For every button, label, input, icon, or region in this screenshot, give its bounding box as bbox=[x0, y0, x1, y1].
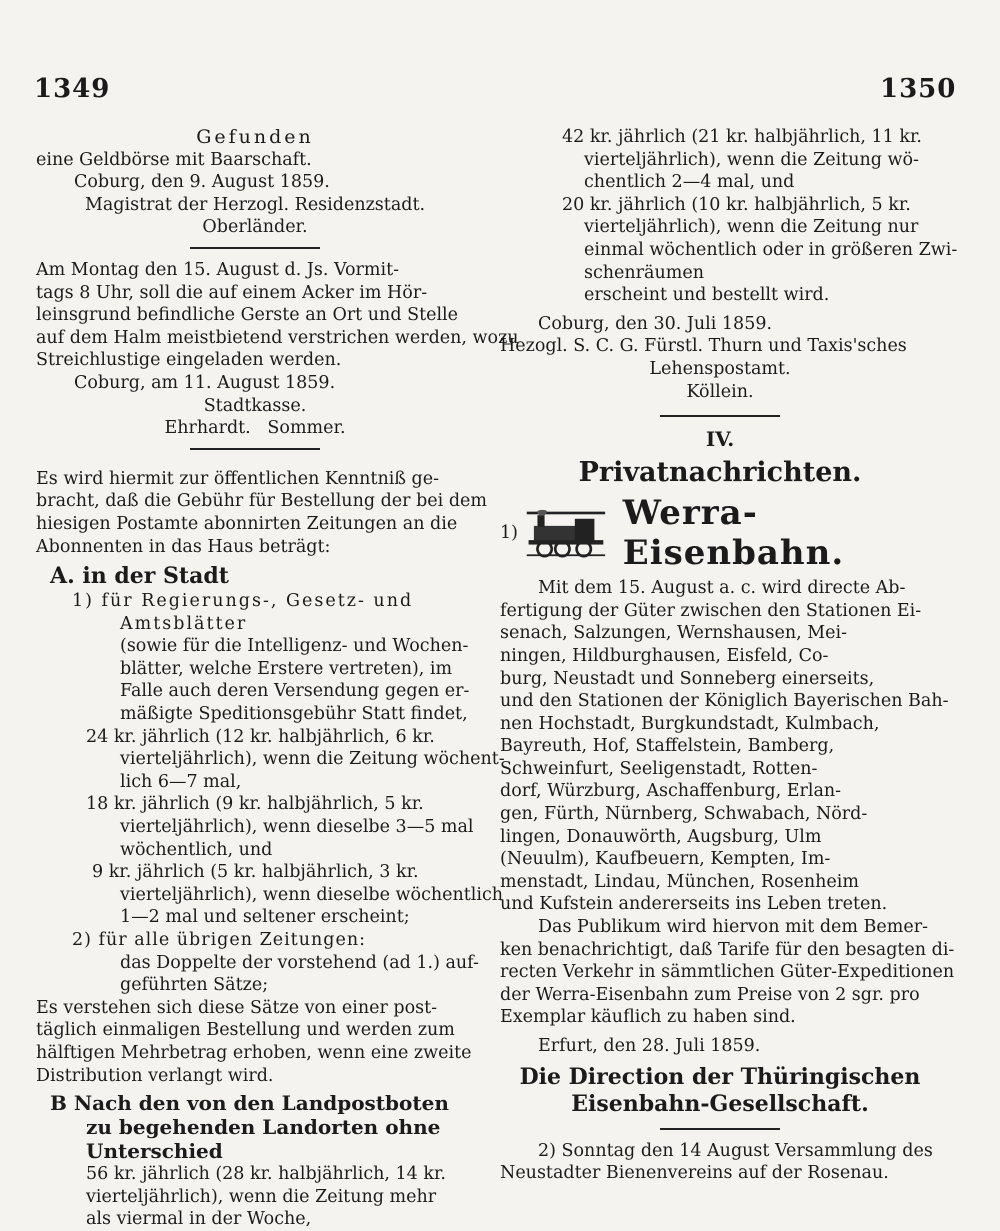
auction-sign: Ehrhardt. Sommer. bbox=[164, 418, 346, 439]
sign-line: Köllein. bbox=[686, 381, 754, 402]
body-line: Schweinfurt, Seeligenstadt, Rotten- bbox=[500, 758, 818, 779]
divider bbox=[660, 1128, 780, 1130]
notice-line: Abonnenten in das Haus beträgt: bbox=[36, 536, 331, 557]
closing-line: hälftigen Mehrbetrag erhoben, wenn eine zweite bbox=[36, 1042, 472, 1063]
rate-line: 56 kr. jährlich (28 kr. halbjährlich, 14 kr. bbox=[86, 1164, 446, 1185]
item1-line: Falle auch deren Versendung gegen er- bbox=[120, 681, 470, 702]
rate-line: 20 kr. jährlich (10 kr. halbjährlich, 5 kr. bbox=[562, 194, 911, 215]
rate-line: vierteljährlich), wenn die Zeitung wöchent- bbox=[120, 749, 505, 770]
closing-line: Distribution verlangt wird. bbox=[36, 1065, 274, 1086]
body-line: und Kufstein andererseits ins Leben treten. bbox=[500, 894, 888, 915]
rate-line: 9 kr. jährlich (5 kr. halbjährlich, 3 kr. bbox=[92, 862, 419, 883]
item1-line: mäßigte Speditionsgebühr Statt findet, bbox=[120, 704, 468, 725]
rate-line: vierteljährlich), wenn dieselbe wöchentlich bbox=[120, 884, 504, 905]
body-line: fertigung der Güter zwischen den Stationen Ei- bbox=[500, 600, 922, 621]
direction-signature: Eisenbahn-Gesellschaft. bbox=[571, 1090, 869, 1117]
left-column bbox=[36, 126, 519, 1231]
werra-heading bbox=[500, 493, 940, 574]
item1-line: blätter, welche Erstere vertreten), im bbox=[120, 658, 453, 679]
rate-line: erscheint und bestellt wird. bbox=[584, 285, 830, 306]
rate-line: als viermal in der Woche, bbox=[86, 1209, 312, 1230]
auction-line: Streichlustige eingeladen werden. bbox=[36, 350, 342, 371]
auction-line: Am Montag den 15. August d. Js. Vormit- bbox=[36, 259, 400, 280]
sign-line: Hezogl. S. C. G. Fürstl. Thurn und Taxis'sches bbox=[500, 336, 907, 357]
item2-title: 2) für alle übrigen Zeitungen: bbox=[72, 930, 366, 950]
public-line: Exemplar käuflich zu haben sind. bbox=[500, 1007, 796, 1028]
auction-sign: Stadtkasse. bbox=[203, 395, 307, 416]
rate-line: vierteljährlich), wenn die Zeitung nur bbox=[584, 217, 919, 238]
body-line: nen Hochstadt, Burgkundstadt, Kulmbach, bbox=[500, 713, 880, 734]
closing-line: täglich einmaligen Bestellung und werden zum bbox=[36, 1020, 455, 1041]
found-title: Gefunden bbox=[196, 126, 314, 148]
item2-line: das Doppelte der vorstehend (ad 1.) auf- bbox=[120, 952, 479, 973]
auction-line: tags 8 Uhr, soll die auf einem Acker im Hör- bbox=[36, 282, 428, 303]
found-line: Coburg, den 9. August 1859. bbox=[74, 172, 330, 193]
right-column bbox=[500, 126, 958, 1185]
divider bbox=[660, 415, 780, 417]
body-line: dorf, Würzburg, Aschaffenburg, Erlan- bbox=[500, 781, 842, 802]
section-number: IV. bbox=[705, 427, 735, 452]
item2-line: Neustadter Bienenvereins auf der Rosenau. bbox=[500, 1163, 889, 1184]
locomotive-icon bbox=[525, 505, 607, 561]
notice-line: Es wird hiermit zur öffentlichen Kenntniß ge- bbox=[36, 468, 440, 489]
section-title: Privatnachrichten. bbox=[578, 457, 862, 489]
erfurt-date: Erfurt, den 28. Juli 1859. bbox=[538, 1036, 761, 1056]
rate-line: schenräumen bbox=[584, 262, 704, 283]
page-number-right: 1350 bbox=[880, 74, 957, 104]
item2-line: geführten Sätze; bbox=[120, 975, 269, 996]
auction-line: leinsgrund befindliche Gerste an Ort und Stelle bbox=[36, 305, 459, 326]
rate-line: chentlich 2—4 mal, und bbox=[584, 172, 795, 193]
found-line: Magistrat der Herzogl. Residenzstadt. bbox=[84, 194, 426, 215]
body-line: (Neuulm), Kaufbeuern, Kempten, Im- bbox=[500, 849, 831, 870]
rate-line: vierteljährlich), wenn die Zeitung mehr bbox=[86, 1186, 437, 1207]
public-line: der Werra-Eisenbahn zum Preise von 2 sgr. pro bbox=[500, 984, 920, 1005]
rate-line: wöchentlich, und bbox=[120, 839, 273, 860]
auction-sign: Coburg, am 11. August 1859. bbox=[74, 372, 336, 393]
body-line: burg, Neustadt und Sonneberg einerseits, bbox=[500, 668, 875, 689]
rate-line: einmal wöchentlich oder in größeren Zwi- bbox=[584, 239, 958, 260]
sign-line: Lehenspostamt. bbox=[649, 358, 791, 379]
auction-line: auf dem Halm meistbietend verstrichen werden, wozu bbox=[36, 327, 519, 348]
rate-line: 24 kr. jährlich (12 kr. halbjährlich, 6 kr. bbox=[86, 726, 435, 747]
item2-line: 2) Sonntag den 14 August Versammlung des bbox=[538, 1140, 933, 1161]
rate-line: vierteljährlich), wenn dieselbe 3—5 mal bbox=[120, 817, 474, 838]
item1-line: (sowie für die Intelligenz- und Wochen- bbox=[120, 636, 469, 657]
public-line: Das Publikum wird hiervon mit dem Bemer- bbox=[538, 917, 928, 938]
werra-body bbox=[500, 577, 955, 1185]
heading-b: B Nach den von den Landpostboten bbox=[50, 1091, 449, 1116]
rate-line: vierteljährlich), wenn die Zeitung wö- bbox=[584, 149, 919, 170]
found-line: eine Geldbörse mit Baarschaft. bbox=[36, 149, 312, 170]
closing-line: Es verstehen sich diese Sätze von einer post- bbox=[36, 997, 438, 1018]
public-line: recten Verkehr in sämmtlichen Güter-Expeditionen bbox=[500, 962, 955, 983]
page-number-left: 1349 bbox=[34, 74, 111, 104]
heading-a: A. in der Stadt bbox=[50, 563, 229, 590]
body-line: Mit dem 15. August a. c. wird directe Ab- bbox=[538, 578, 906, 599]
body-line: und den Stationen der Königlich Bayerischen Bah- bbox=[500, 691, 949, 712]
public-line: ken benachrichtigt, daß Tarife für den besagten di- bbox=[500, 939, 955, 960]
item-number: 1) bbox=[500, 523, 518, 544]
notice-line: hiesigen Postamte abonnirten Zeitungen an die bbox=[36, 513, 458, 534]
heading-b: zu begehenden Landorten ohne bbox=[86, 1115, 441, 1140]
body-line: Bayreuth, Hof, Staffelstein, Bamberg, bbox=[500, 736, 835, 757]
body-line: menstadt, Lindau, München, Rosenheim bbox=[500, 871, 859, 892]
direction-signature: Die Direction der Thüringischen bbox=[519, 1063, 921, 1090]
rate-line: lich 6—7 mal, bbox=[120, 771, 242, 792]
body-line: senach, Salzungen, Wernshausen, Mei- bbox=[500, 623, 848, 644]
rate-line: 1—2 mal und seltener erscheint; bbox=[120, 907, 410, 928]
sign-line: Coburg, den 30. Juli 1859. bbox=[538, 313, 773, 334]
notice-line: bracht, daß die Gebühr für Bestellung der bei dem bbox=[36, 491, 487, 512]
body-line: gen, Fürth, Nürnberg, Schwabach, Nörd- bbox=[500, 804, 868, 825]
item1-line: Amtsblätter bbox=[120, 613, 248, 634]
body-line: ningen, Hildburghausen, Eisfeld, Co- bbox=[500, 645, 829, 666]
found-line: Oberländer. bbox=[202, 217, 308, 238]
body-line: lingen, Donauwörth, Augsburg, Ulm bbox=[500, 826, 822, 847]
heading-b: Unterschied bbox=[86, 1139, 223, 1164]
divider bbox=[190, 247, 320, 249]
divider bbox=[190, 448, 320, 450]
rate-line: 18 kr. jährlich (9 kr. halbjährlich, 5 kr. bbox=[86, 794, 424, 815]
rate-line: 42 kr. jährlich (21 kr. halbjährlich, 11 kr. bbox=[562, 127, 922, 147]
werra-title: Werra-Eisenbahn. bbox=[622, 493, 845, 574]
item1-title: 1) für Regierungs-, Gesetz- und bbox=[72, 591, 414, 612]
